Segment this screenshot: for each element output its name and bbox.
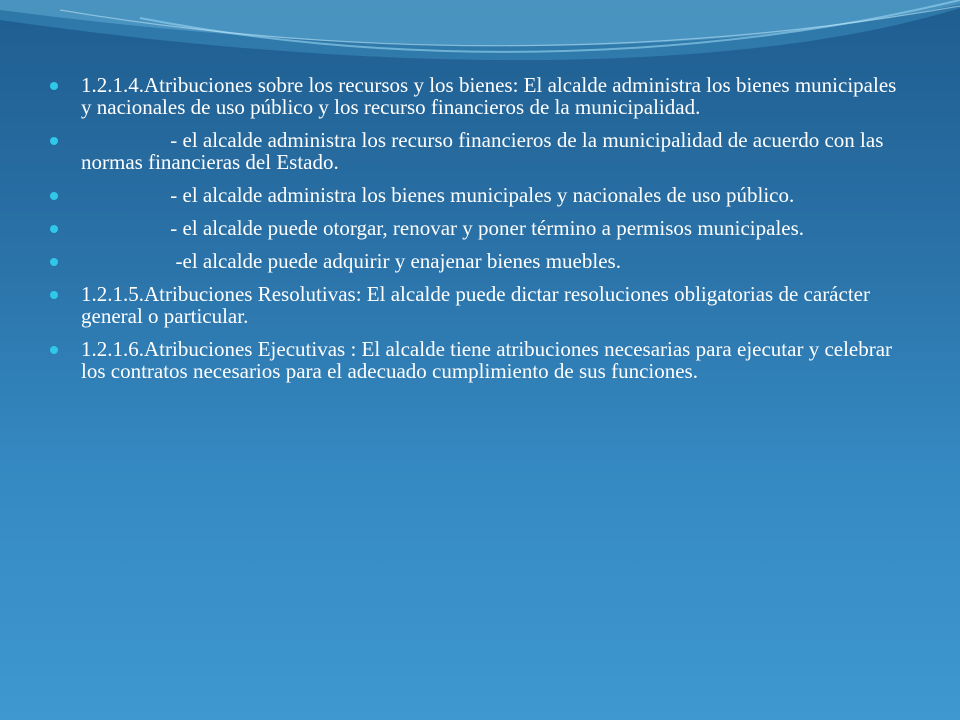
list-item [48,129,908,173]
slide-content [48,74,908,393]
bullet-dot-icon [50,82,58,90]
bullet-dot-icon [50,137,58,145]
bullet-dot-icon [50,258,58,266]
bullet-dot-icon [50,291,58,299]
list-item [48,184,908,206]
bullet-list [48,74,908,382]
bullet-text: - el alcalde administra los recurso financieros de la municipalidad de acuerdo con las normas financieras del Estado. [81,128,889,174]
bullet-text: 1.2.1.6.Atribuciones Ejecutivas : El alcalde tiene atribuciones necesarias para ejecutar y celebrar los contratos necesarios para el adecuado cumplimiento de sus funciones. [81,337,898,383]
bullet-text: - el alcalde puede otorgar, renovar y poner término a permisos municipales. [81,216,805,240]
list-item [48,74,908,118]
list-item [48,283,908,327]
bullet-dot-icon [50,225,58,233]
bullet-dot-icon [50,192,58,200]
list-item [48,250,908,272]
list-item [48,217,908,239]
bullet-text: 1.2.1.5.Atribuciones Resolutivas: El alcalde puede dictar resoluciones obligatorias de carácter general o particular. [81,282,876,328]
bullet-text: - el alcalde administra los bienes municipales y nacionales de uso público. [81,183,795,207]
bullet-text: -el alcalde puede adquirir y enajenar bienes muebles. [81,249,621,273]
bullet-dot-icon [50,346,58,354]
list-item [48,338,908,382]
bullet-text: 1.2.1.4.Atribuciones sobre los recursos y los bienes: El alcalde administra los bienes municipales y nacionales de uso público y los recurso financieros de la municipalidad. [81,73,902,119]
